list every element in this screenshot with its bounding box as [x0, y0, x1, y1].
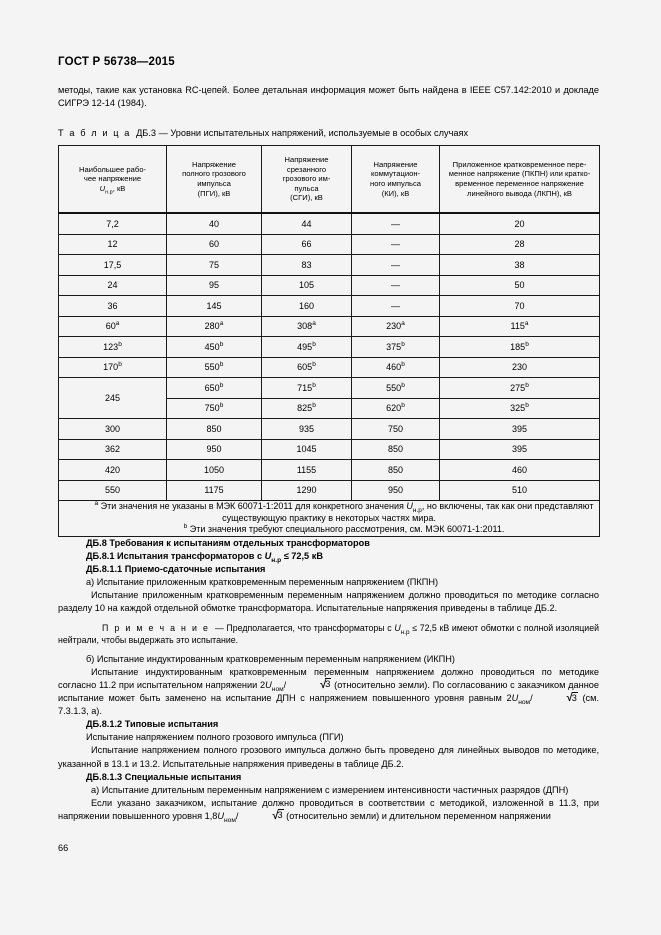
column-header-applied-short-duration: Приложенное кратковременное пере- менное напряжение (ПКПН) или кратко- временное переменное напряжение линейного вывода (ЛКПН), кВ	[440, 146, 600, 214]
cell-pgi: 40	[167, 213, 262, 234]
cell-ki: 620$^b$	[352, 398, 440, 419]
item-db811-b-body: Испытание индуктированным кратковременным переменным напряжением должно проводиться по методике согласно 11.2 при испытательном напряжении $2U_{ном}/$ √3 (относительно земли). По согласованию с заказчиком данное испытание может быть заменено на испытание ДПН с напряжением повышенного уровня равным $2U_{ном}/$ √3 (см. 7.3.1.3, а).	[58, 666, 599, 717]
cell-sgi: 1155	[262, 460, 352, 481]
cell-pgi: 550$^b$	[167, 357, 262, 378]
cell-ki: 950	[352, 480, 440, 501]
cell-ki: 460$^b$	[352, 357, 440, 378]
item-db813-a-label: а) Испытание длительным переменным напряжением с измерением интенсивности частичных разрядов (ДПН)	[91, 784, 569, 795]
cell-pkpn: 38	[440, 255, 600, 276]
column-header-chopped-lightning-impulse: Напряжение срезанного грозового им- пульса (СГИ), кВ	[262, 146, 352, 214]
item-db811-a-body: Испытание приложенным кратковременным переменным напряжением должно проводиться по методике согласно разделу 10 на каждой отдельной обмотке трансформатора. Испытательные напряжения приведены в таблице ДБ.2.	[58, 590, 599, 614]
cell-pkpn: 185$^b$	[440, 337, 600, 358]
cell-max-voltage: 17,5	[59, 255, 167, 276]
cell-pgi: 650$^b$	[167, 378, 262, 399]
cell-max-voltage: 170$^b$	[59, 357, 167, 378]
cell-max-voltage: 550	[59, 480, 167, 501]
column-header-full-lightning-impulse: Напряжение полного грозового импульса (ПГИ), кВ	[167, 146, 262, 214]
cell-sgi: 83	[262, 255, 352, 276]
table-header-row	[59, 146, 600, 214]
footnote-a: $^a$ Эти значения не указаны в МЭК 60071-1:2011 для конкретного значения $U_{н.р}$, но включены, так как они представляют существующую практику в некоторых частях мира.	[94, 500, 594, 523]
table-row	[59, 439, 600, 460]
table-row	[59, 213, 600, 234]
cell-pgi: 1175	[167, 480, 262, 501]
cell-pgi: 950	[167, 439, 262, 460]
table-row	[59, 275, 600, 296]
cell-ki: —	[352, 234, 440, 255]
cell-pkpn: 395	[440, 419, 600, 440]
heading-db813: ДБ.8.1.3 Специальные испытания	[86, 771, 242, 782]
cell-pgi: 75	[167, 255, 262, 276]
cell-ki: 850	[352, 460, 440, 481]
cell-sgi: 105	[262, 275, 352, 296]
cell-pgi: 60	[167, 234, 262, 255]
cell-pkpn: 70	[440, 296, 600, 317]
cell-pkpn: 275$^b$	[440, 378, 600, 399]
cell-max-voltage: 420	[59, 460, 167, 481]
table-caption-number: ДБ.3	[136, 128, 156, 138]
table-footnotes	[59, 501, 600, 537]
heading-db812: ДБ.8.1.2 Типовые испытания	[86, 719, 219, 730]
cell-sgi: 715$^b$	[262, 378, 352, 399]
cell-max-voltage-merged: 245	[59, 378, 167, 419]
cell-max-voltage: 362	[59, 439, 167, 460]
cell-pgi: 1050	[167, 460, 262, 481]
standard-header: ГОСТ Р 56738—2015	[58, 56, 175, 68]
cell-pgi: 145	[167, 296, 262, 317]
cell-pkpn: 395	[440, 439, 600, 460]
cell-max-voltage: 7,2	[59, 213, 167, 234]
table-row	[59, 480, 600, 501]
page-number: 66	[58, 843, 69, 853]
note-db811: П р и м е ч а н и е — Предполагается, что трансформаторы с $U_{н.р} \le 72,5$ кВ имеют обмотки с полной изоляцией нейтрали, чтобы выдержать это испытание.	[58, 622, 599, 646]
cell-ki: 550$^b$	[352, 378, 440, 399]
table-row	[59, 419, 600, 440]
cell-ki: —	[352, 213, 440, 234]
cell-sgi: 495$^b$	[262, 337, 352, 358]
table-row	[59, 337, 600, 358]
cell-sgi: 44	[262, 213, 352, 234]
cell-ki: 230$^a$	[352, 316, 440, 337]
intro-paragraph: методы, такие как установка RC-цепей. Более детальная информация может быть найдена в IEEE C57.142:2010 и докладе СИГРЭ 12-14 (1984).	[58, 85, 599, 108]
table-caption-label: Т а б л и ц а	[58, 128, 131, 138]
cell-ki: 750	[352, 419, 440, 440]
test-voltage-table-wrap	[58, 145, 599, 537]
cell-pgi: 280$^a$	[167, 316, 262, 337]
heading-db81: ДБ.8.1 Испытания трансформаторов с $U_{н.р} \le 72,5$ кВ	[86, 551, 323, 564]
cell-sgi: 308$^a$	[262, 316, 352, 337]
item-db811-b-label: б) Испытание индуктированным кратковременным переменным напряжением (ИКПН)	[86, 653, 455, 664]
cell-pgi: 95	[167, 275, 262, 296]
item-db811-a-label: а) Испытание приложенным кратковременным переменным напряжением (ПКПН)	[86, 577, 439, 588]
cell-sgi: 1290	[262, 480, 352, 501]
cell-max-voltage: 36	[59, 296, 167, 317]
cell-pgi: 450$^b$	[167, 337, 262, 358]
cell-pkpn: 28	[440, 234, 600, 255]
table-caption-dash: —	[158, 128, 168, 138]
cell-pkpn: 460	[440, 460, 600, 481]
cell-pkpn: 510	[440, 480, 600, 501]
cell-pkpn: 20	[440, 213, 600, 234]
cell-ki: —	[352, 275, 440, 296]
cell-max-voltage: 12	[59, 234, 167, 255]
cell-ki: 375$^b$	[352, 337, 440, 358]
cell-sgi: 1045	[262, 439, 352, 460]
cell-pgi: 750$^b$	[167, 398, 262, 419]
item-db813-a-body: Если указано заказчиком, испытание должно проводиться в соответствии с методикой, изложенной в 11.3, при напряжении повышенного уровня $1,8U_{ном}/$ √3 (относительно земли) и длительном переменном напряжении	[58, 797, 599, 824]
section-db8-block	[58, 537, 599, 823]
table-row	[59, 255, 600, 276]
item-db812-body: Испытание напряжением полного грозового импульса должно быть проведено для линейных выводов по методике, указанной в 13.1 и 13.2. Испытательные напряжения приведены в таблице ДБ.2.	[58, 745, 599, 769]
cell-sgi: 935	[262, 419, 352, 440]
table-row	[59, 296, 600, 317]
table-body	[59, 213, 600, 536]
column-header-switching-impulse: Напряжение коммутацион- ного импульса (КИ), кВ	[352, 146, 440, 214]
cell-pkpn: 325$^b$	[440, 398, 600, 419]
cell-ki: —	[352, 255, 440, 276]
table-footnote-row	[59, 501, 600, 537]
footnote-b: $^b$ Эти значения требуют специального рассмотрения, см. МЭК 60071-1:2011.	[183, 523, 505, 534]
table-caption-title: Уровни испытательных напряжений, используемые в особых случаях	[170, 128, 469, 138]
table-row-merged	[59, 378, 600, 399]
cell-ki: —	[352, 296, 440, 317]
cell-sgi: 605$^b$	[262, 357, 352, 378]
table-row	[59, 357, 600, 378]
cell-pkpn: 230	[440, 357, 600, 378]
cell-max-voltage: 60$^a$	[59, 316, 167, 337]
cell-sgi: 66	[262, 234, 352, 255]
cell-pkpn: 50	[440, 275, 600, 296]
test-voltage-table	[58, 145, 600, 537]
table-row	[59, 460, 600, 481]
table-row	[59, 234, 600, 255]
cell-max-voltage: 300	[59, 419, 167, 440]
cell-ki: 850	[352, 439, 440, 460]
column-header-max-working-voltage: Наибольшее рабо- чее напряжение $U_{н.р}$, кВ	[59, 146, 167, 214]
cell-sgi: 160	[262, 296, 352, 317]
cell-sgi: 825$^b$	[262, 398, 352, 419]
cell-max-voltage: 24	[59, 275, 167, 296]
cell-pkpn: 115$^a$	[440, 316, 600, 337]
item-db812-label: Испытание напряжением полного грозового импульса (ПГИ)	[86, 732, 344, 743]
cell-max-voltage: 123$^b$	[59, 337, 167, 358]
heading-db811: ДБ.8.1.1 Приемо-сдаточные испытания	[86, 564, 266, 575]
cell-pgi: 850	[167, 419, 262, 440]
heading-db8: ДБ.8 Требования к испытаниям отдельных трансформаторов	[86, 538, 370, 548]
table-row	[59, 316, 600, 337]
table-caption	[58, 128, 468, 138]
